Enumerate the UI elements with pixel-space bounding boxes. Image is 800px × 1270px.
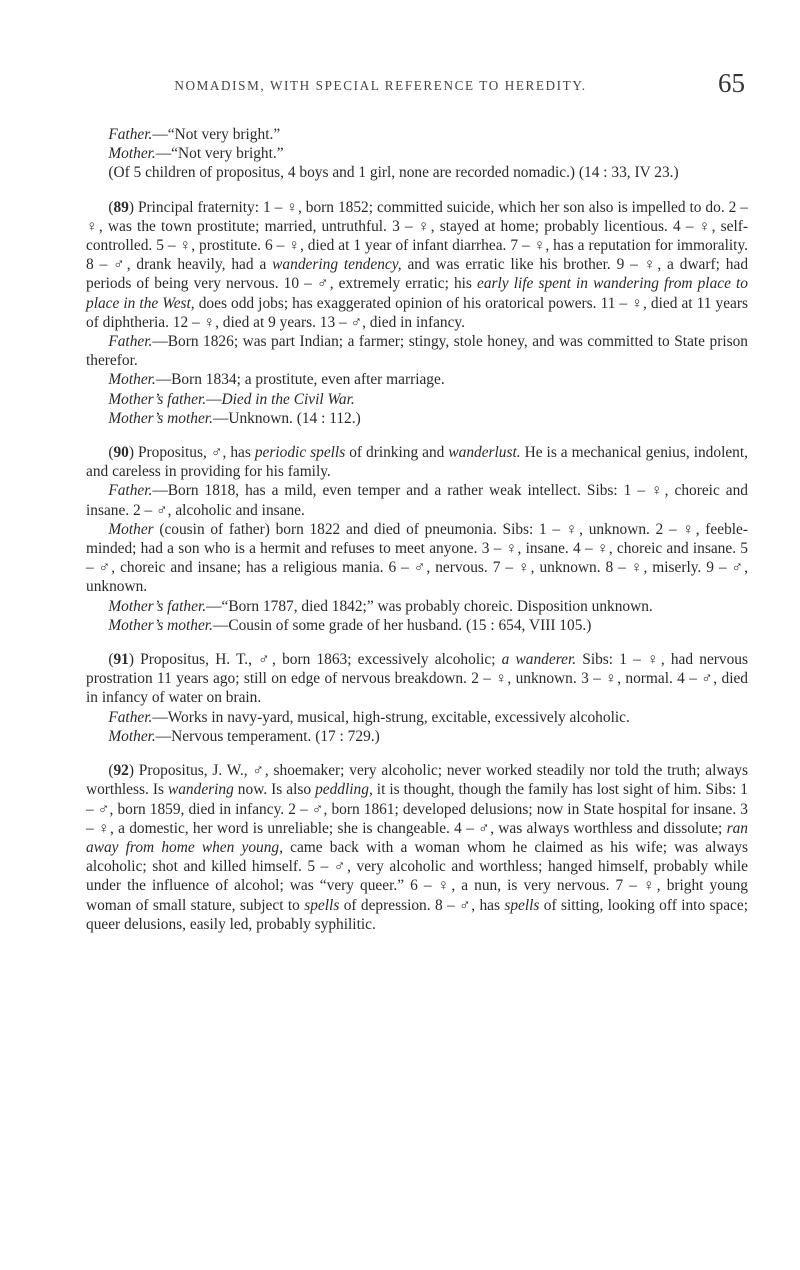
relative-label: Mother’s father.	[108, 390, 207, 408]
relative-label: Mother	[108, 520, 154, 538]
entry-open-paren: (	[108, 444, 114, 462]
relative-paragraph	[86, 616, 748, 635]
relative-label: Mother.	[108, 145, 156, 163]
entry-close-paren: )	[128, 198, 138, 216]
entry-text-segment: of sitting, looking off into space; queer delusions, easily led, probably syphilitic.	[86, 896, 748, 933]
case-entry-paragraph	[86, 443, 748, 481]
body-text	[86, 125, 748, 934]
entry-text-segment: He is a mechanical genius, indolent, and careless in providing for his family.	[86, 444, 748, 481]
entry-close-paren: )	[128, 444, 138, 462]
case-number: 89	[113, 198, 129, 216]
entry-text-segment: a wanderer.	[501, 651, 577, 669]
entry-text-segment: it is thought, though the family has lost sight of him. Sibs: 1 – ♂, born 1859, died in infancy. 2 – ♂, born 1861; developed delusions; now in State hospital for insane. 3 – ♀, a domestic, her word is unreliable; she is changeable. 4 – ♂, was always worthless and dissolute;	[86, 781, 749, 837]
entry-text-segment: wanderlust.	[448, 444, 521, 462]
entry-text-segment: periodic spells	[254, 444, 346, 462]
relative-label: Mother’s mother.	[108, 616, 213, 634]
relative-paragraph	[86, 597, 748, 616]
relative-text: —Born 1818, has a mild, even temper and a rather weak intellect. Sibs: 1 – ♀, choreic and insane. 2 – ♂, alcoholic and insane.	[86, 482, 748, 519]
relative-label: Father.	[108, 708, 153, 726]
entry-text-segment: spells	[504, 896, 540, 914]
relative-text: (cousin of father) born 1822 and died of pneumonia. Sibs: 1 – ♀, unknown. 2 – ♀, feeble-minded; had a son who is a hermit and refuses to meet anyone. 3 – ♀, insane. 4 – ♀, choreic and insane. 5 – ♂, choreic and insane; has a religious mania. 6 – ♂, nervous. 7 – ♀, unknown. 8 – ♀, miserly. 9 – ♂, unknown.	[86, 520, 748, 596]
entry-text-segment: Propositus, J. W., ♂, shoemaker; very alcoholic; never worked steadily nor told the truth; always worthless. Is	[86, 762, 748, 799]
entry-text-segment: wandering tendency,	[272, 256, 402, 274]
relative-label: Mother’s father.	[108, 597, 207, 615]
entry-text-segment: came back with a woman whom he claimed as his wife; was always alcoholic; shot and killed himself. 5 – ♂, very alcoholic and worthless; hanged himself, probably while under the influence of alcohol; was “very queer.” 6 – ♀, a nun, is very nervous. 7 – ♀, bright young woman of small stature, subject to	[86, 838, 748, 914]
relative-paragraph	[86, 390, 748, 409]
relative-text: —Cousin of some grade of her husband. (15 : 654, VIII 105.)	[212, 616, 592, 634]
entry-text-segment: spells	[304, 896, 340, 914]
entry-text-segment: Sibs: 1 – ♀, had nervous prostration 11 years ago; still on edge of nervous breakdown. 2 – ♀, unknown. 3 – ♀, normal. 4 – ♂, died in infancy of water on brain.	[86, 651, 748, 707]
entry-open-paren: (	[108, 198, 114, 216]
entry-text-segment: and was erratic like his brother. 9 – ♀, a dwarf; had periods of being very nervous. 10 – ♂, extremely erratic; his	[86, 256, 749, 293]
entry-text-segment: Propositus, H. T., ♂, born 1863; excessively alcoholic;	[140, 651, 502, 669]
relative-paragraph	[86, 481, 748, 519]
entry-open-paren: (	[108, 762, 114, 780]
relative-label: Mother’s mother.	[108, 409, 213, 427]
entry-text-segment: does odd jobs; has exaggerated opinion of his oratorical powers. 11 – ♀, died at 11 years of diphtheria. 12 – ♀, died at 9 years. 13 – ♂, died in infancy.	[86, 294, 749, 331]
entry-text-segment: Principal fraternity: 1 – ♀, born 1852; committed suicide, which her son also is impelled to do. 2 – ♀, was the town prostitute; married, untruthful. 3 – ♀, stayed at home; probably licentious. 4 – ♀, self-controlled. 5 – ♀, prostitute. 6 – ♀, died at 1 year of infant diarrhea. 7 – ♀, has a reputation for immorality. 8 – ♂, drank heavily, had a	[86, 198, 748, 274]
relative-text: —Unknown. (14 : 112.)	[212, 409, 361, 427]
relative-text: —“Born 1787, died 1842;” was probably choreic. Disposition unknown.	[206, 597, 653, 615]
entry-text-segment: peddling,	[315, 781, 373, 799]
running-title: NOMADISM, WITH SPECIAL REFERENCE TO HEREDITY.	[174, 78, 587, 93]
relative-label: Mother.	[108, 371, 156, 389]
line-text: (Of 5 children of propositus, 4 boys and 1 girl, none are recorded nomadic.) (14 : 33, IV 23.)	[108, 164, 679, 182]
case-entry-paragraph	[86, 650, 748, 708]
entry-text-segment: of drinking and	[345, 444, 449, 462]
case-number: 91	[113, 651, 129, 669]
case-number: 92	[113, 762, 129, 780]
text-line	[86, 163, 748, 182]
case-number: 90	[113, 444, 129, 462]
entry-text-segment: now. Is also	[233, 781, 316, 799]
relative-label: Mother.	[108, 727, 156, 745]
line-text: —“Not very bright.”	[155, 145, 284, 163]
relative-paragraph	[86, 727, 748, 746]
case-entry-paragraph	[86, 761, 748, 934]
relative-paragraph	[86, 332, 748, 370]
entry-text-segment: ran away from home when young,	[86, 819, 748, 856]
relative-text: —Born 1826; was part Indian; a farmer; stingy, stole honey, and was committed to State prison therefor.	[86, 333, 748, 370]
entry-open-paren: (	[108, 651, 114, 669]
relative-label: Father.	[108, 482, 153, 500]
relative-text: —Nervous temperament. (17 : 729.)	[155, 727, 380, 745]
case-entry-paragraph	[86, 198, 748, 332]
entry-text-segment: of depression. 8 – ♂, has	[339, 896, 505, 914]
text-line	[86, 125, 748, 144]
running-head	[86, 68, 745, 104]
entry-close-paren: )	[128, 762, 139, 780]
entry-text-segment: Propositus, ♂, has	[137, 444, 255, 462]
relative-text: —Works in navy-yard, musical, high-strung, excitable, excessively alcoholic.	[152, 708, 630, 726]
page-number: 65	[718, 68, 745, 98]
relative-paragraph	[86, 520, 748, 597]
text-line	[86, 144, 748, 163]
relative-label: Father.	[108, 333, 153, 351]
relative-text: —	[206, 390, 222, 408]
relative-paragraph	[86, 370, 748, 389]
entry-text-segment: wandering	[167, 781, 234, 799]
relative-paragraph	[86, 708, 748, 727]
relative-text: —Born 1834; a prostitute, even after marriage.	[155, 371, 445, 389]
relative-paragraph	[86, 409, 748, 428]
line-text: —“Not very bright.”	[152, 126, 281, 143]
entry-text-segment: early life spent in wandering from place to place in the West,	[86, 275, 748, 312]
entry-close-paren: )	[128, 651, 141, 669]
relative-text-italic: Died in the Civil War.	[221, 390, 355, 408]
relative-label: Father.	[108, 126, 153, 143]
